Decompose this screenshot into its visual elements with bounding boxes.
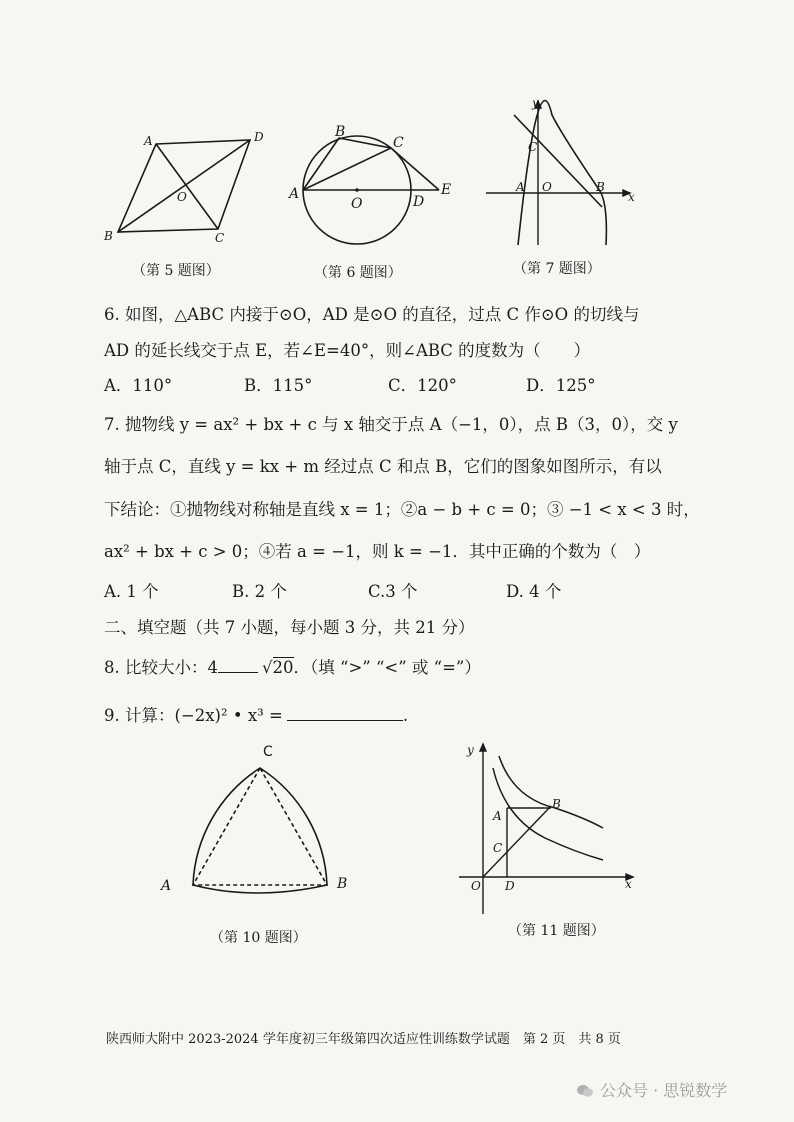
q7-line-3: 下结论：①抛物线对称轴是直线 x = 1；②a − b + c = 0；③ −1 < x < 3 时，: [104, 500, 700, 519]
q8-suffix: ．（填 “>” “<” 或 “=”）: [293, 658, 481, 677]
q6-option-d[interactable]: D．125°: [526, 376, 596, 395]
fig11-label-o: O: [471, 879, 481, 893]
fig6-label-e: E: [441, 182, 452, 198]
fig7-label-c: C: [528, 140, 538, 154]
fig7-label-b: B: [596, 180, 605, 194]
figure-5-caption: （第 5 题图）: [132, 263, 220, 279]
q8-line: [104, 654, 481, 678]
fig10-label-a: A: [161, 878, 172, 894]
q7-line-4: ax² + bx + c > 0；④若 a = −1，则 k = −1．其中正确的个数为（ ）: [104, 542, 651, 561]
q9-prefix: 9. 计算：(−2x)² • x³ =: [104, 706, 283, 725]
q6-option-a[interactable]: A．110°: [104, 376, 173, 395]
q9-answer-blank[interactable]: [287, 720, 403, 721]
fig11-label-d: D: [505, 879, 515, 893]
fig6-label-c: C: [393, 135, 404, 151]
fig5-label-b: B: [104, 229, 113, 243]
q6-line-2: AD 的延长线交于点 E，若∠E=40°，则∠ABC 的度数为（ ）: [104, 341, 591, 360]
q8-prefix: 8. 比较大小：4: [104, 658, 218, 677]
figure-7-graph: [480, 95, 640, 255]
fig6-label-d: D: [413, 194, 425, 210]
section-2-heading: 二、填空题（共 7 小题，每小题 3 分，共 21 分）: [104, 618, 475, 637]
fig11-label-y: y: [467, 743, 474, 757]
fig11-label-a: A: [493, 809, 502, 823]
figure-7-caption: （第 7 题图）: [513, 261, 601, 277]
fig6-label-a: A: [289, 186, 300, 202]
fig5-label-a: A: [144, 134, 153, 148]
figure-10-caption: （第 10 题图）: [210, 930, 307, 946]
q8-answer-blank[interactable]: [218, 672, 258, 673]
fig7-label-x: x: [628, 190, 635, 204]
fig6-label-b: B: [335, 124, 346, 140]
page-footer: 陕西师大附中 2023-2024 学年度初三年级第四次适应性训练数学试题 第 2 页 共 8 页: [106, 1032, 621, 1047]
q7-option-d[interactable]: D. 4 个: [506, 582, 562, 601]
q6-line-1: 6. 如图，△ABC 内接于⊙O，AD 是⊙O 的直径，过点 C 作⊙O 的切线与: [104, 305, 640, 324]
q6-option-b[interactable]: B．115°: [244, 376, 313, 395]
figure-10-reuleaux-triangle: [155, 738, 355, 898]
fig5-label-o: O: [177, 190, 187, 204]
fig5-label-c: C: [215, 231, 225, 245]
q9-line: [104, 702, 408, 726]
q6-option-c[interactable]: C．120°: [388, 376, 457, 395]
q7-option-c[interactable]: C.3 个: [368, 582, 418, 601]
fig11-label-x: x: [625, 877, 632, 891]
watermark: [576, 1078, 727, 1101]
fig7-label-y: y: [532, 96, 539, 110]
fig11-label-c: C: [493, 841, 503, 855]
watermark-text: 公众号 · 思锐数学: [600, 1081, 728, 1100]
q9-suffix: .: [402, 706, 409, 725]
figure-11-graph: [455, 738, 645, 918]
figure-11-caption: （第 11 题图）: [508, 923, 605, 939]
sqrt-icon: √: [262, 658, 273, 677]
q7-option-b[interactable]: B. 2 个: [232, 582, 287, 601]
fig11-label-b: B: [552, 797, 561, 811]
q8-radicand: 20: [272, 658, 294, 677]
fig10-label-c: C: [263, 744, 273, 760]
fig7-label-a: A: [516, 180, 525, 194]
wechat-icon: [576, 1084, 594, 1098]
fig7-label-o: O: [542, 180, 552, 194]
q7-line-1: 7. 抛物线 y = ax² + bx + c 与 x 轴交于点 A（−1，0），点 B（3，0），交 y: [104, 415, 678, 434]
figure-6-caption: （第 6 题图）: [314, 265, 402, 281]
fig10-label-b: B: [337, 876, 348, 892]
figure-5-parallelogram: [100, 125, 280, 250]
q7-line-2: 轴于点 C，直线 y = kx + m 经过点 C 和点 B，它们的图象如图所示，有以: [104, 457, 662, 476]
fig5-label-d: D: [254, 130, 264, 144]
figure-6-circle: [285, 118, 465, 248]
fig6-label-o: O: [351, 196, 363, 212]
q7-option-a[interactable]: A. 1 个: [104, 582, 159, 601]
